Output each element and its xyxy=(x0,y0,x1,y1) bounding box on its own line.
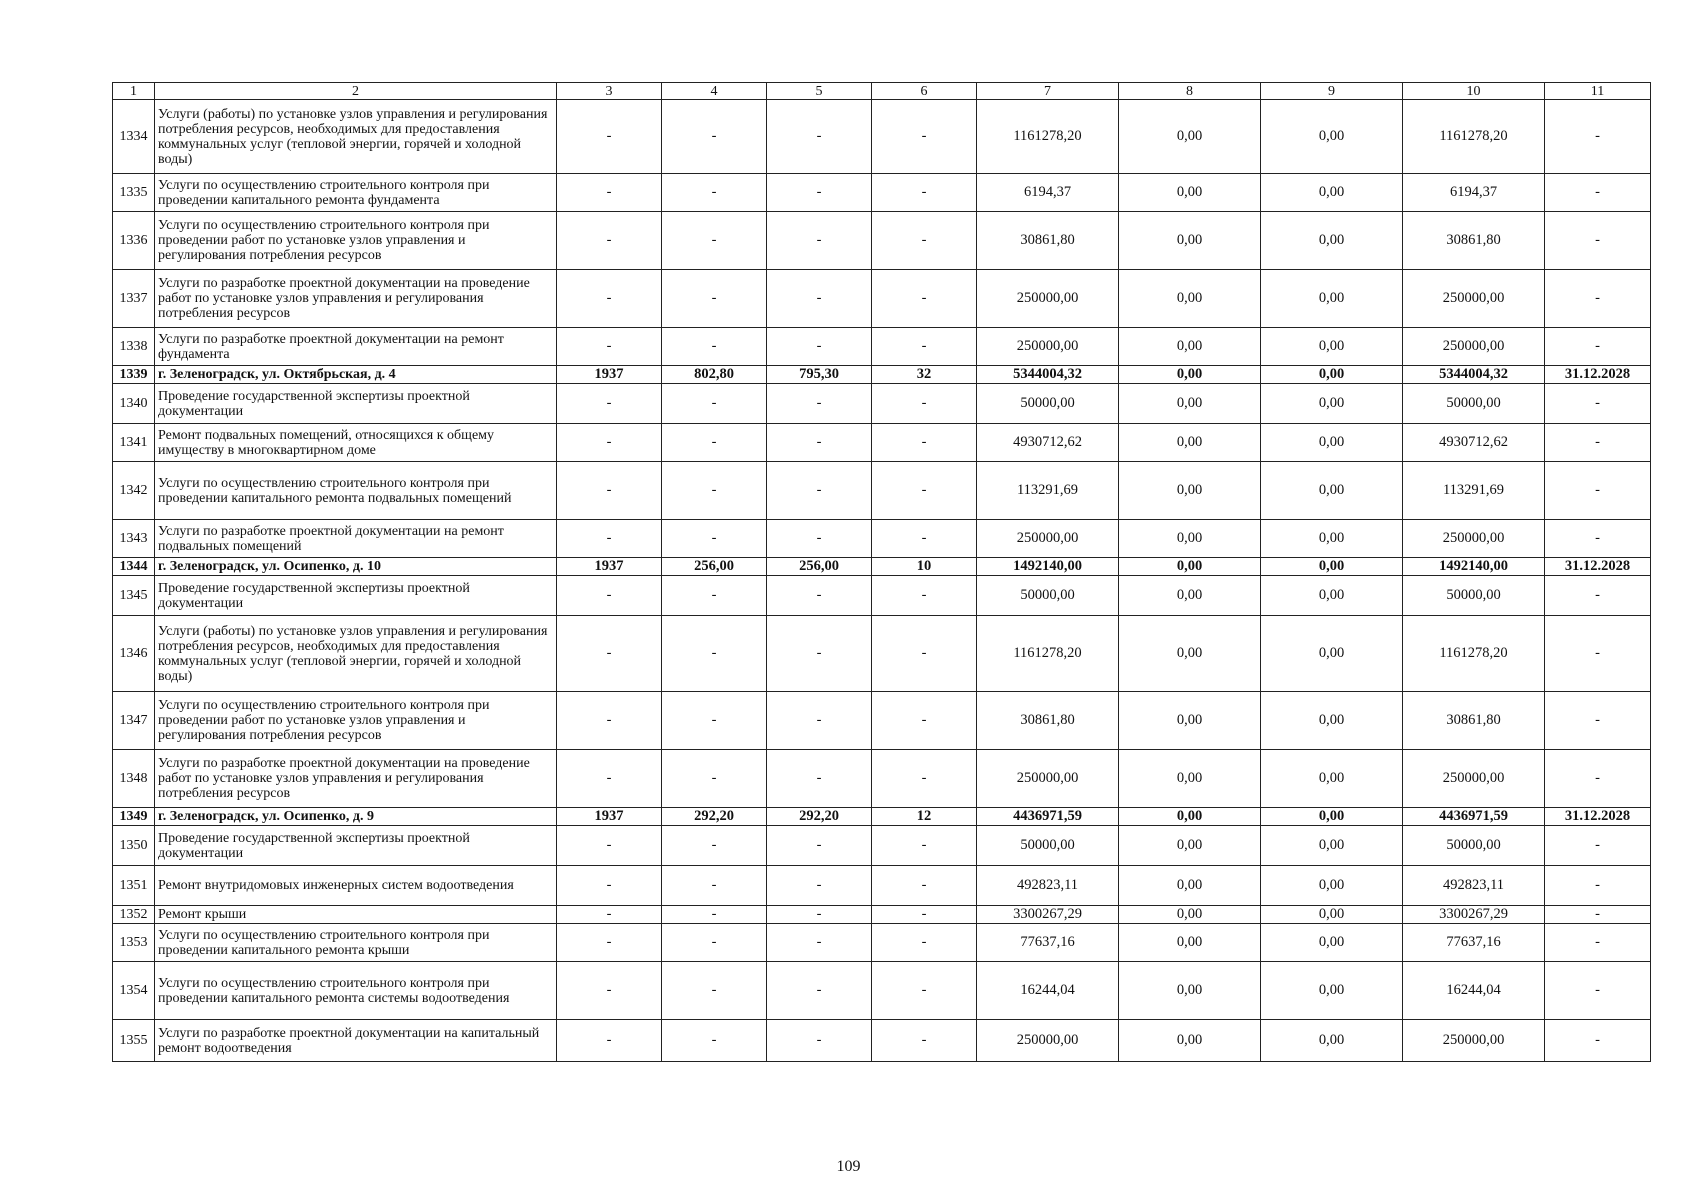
address-row xyxy=(113,808,1651,826)
col-3-value: - xyxy=(557,750,662,808)
col-8-value: 0,00 xyxy=(1119,962,1261,1020)
col-3-value: - xyxy=(557,906,662,924)
work-description: Проведение государственной экспертизы проектной документации xyxy=(155,576,557,616)
col-11-deadline: - xyxy=(1545,692,1651,750)
row-number: 1338 xyxy=(113,328,155,366)
column-header-6: 6 xyxy=(872,83,977,100)
col-10-total: 1492140,00 xyxy=(1403,558,1545,576)
col-6-value: - xyxy=(872,100,977,174)
col-5-value: - xyxy=(767,270,872,328)
col-6-value: - xyxy=(872,616,977,692)
col-6-value: 10 xyxy=(872,558,977,576)
col-4-value: - xyxy=(662,100,767,174)
col-9-value: 0,00 xyxy=(1261,366,1403,384)
col-10-total: 250000,00 xyxy=(1403,1020,1545,1062)
col-7-cost: 5344004,32 xyxy=(977,366,1119,384)
col-8-value: 0,00 xyxy=(1119,1020,1261,1062)
work-description: Услуги по осуществлению строительного контроля при проведении работ по установке узлов управления и регулирования потребления ресурсов xyxy=(155,692,557,750)
col-8-value: 0,00 xyxy=(1119,866,1261,906)
col-10-total: 50000,00 xyxy=(1403,384,1545,424)
col-5-value: - xyxy=(767,692,872,750)
col-7-cost: 30861,80 xyxy=(977,212,1119,270)
table-row xyxy=(113,906,1651,924)
work-description: Услуги по осуществлению строительного контроля при проведении работ по установке узлов управления и регулирования потребления ресурсов xyxy=(155,212,557,270)
col-11-deadline: - xyxy=(1545,174,1651,212)
col-11-deadline: 31.12.2028 xyxy=(1545,558,1651,576)
col-3-value: - xyxy=(557,424,662,462)
column-header-1: 1 xyxy=(113,83,155,100)
col-3-value: - xyxy=(557,328,662,366)
row-number: 1346 xyxy=(113,616,155,692)
row-number: 1335 xyxy=(113,174,155,212)
col-8-value: 0,00 xyxy=(1119,826,1261,866)
table-body xyxy=(113,83,1651,1062)
col-9-value: 0,00 xyxy=(1261,962,1403,1020)
col-3-value: - xyxy=(557,924,662,962)
col-7-cost: 50000,00 xyxy=(977,576,1119,616)
col-6-value: - xyxy=(872,1020,977,1062)
col-11-deadline: - xyxy=(1545,424,1651,462)
col-7-cost: 250000,00 xyxy=(977,750,1119,808)
col-9-value: 0,00 xyxy=(1261,424,1403,462)
col-8-value: 0,00 xyxy=(1119,366,1261,384)
col-11-deadline: - xyxy=(1545,520,1651,558)
col-9-value: 0,00 xyxy=(1261,328,1403,366)
col-4-value: - xyxy=(662,692,767,750)
row-number: 1334 xyxy=(113,100,155,174)
col-8-value: 0,00 xyxy=(1119,174,1261,212)
work-description: Услуги по осуществлению строительного контроля при проведении капитального ремонта крыши xyxy=(155,924,557,962)
table-row xyxy=(113,212,1651,270)
column-number-header-row xyxy=(113,83,1651,100)
col-5-value: - xyxy=(767,424,872,462)
col-7-cost: 77637,16 xyxy=(977,924,1119,962)
col-6-value: - xyxy=(872,212,977,270)
column-header-11: 11 xyxy=(1545,83,1651,100)
table-row xyxy=(113,328,1651,366)
col-9-value: 0,00 xyxy=(1261,692,1403,750)
col-10-total: 5344004,32 xyxy=(1403,366,1545,384)
table-row xyxy=(113,576,1651,616)
col-4-value: 802,80 xyxy=(662,366,767,384)
page-number: 109 xyxy=(836,1158,861,1175)
table-row xyxy=(113,462,1651,520)
col-3-value: - xyxy=(557,962,662,1020)
col-9-value: 0,00 xyxy=(1261,1020,1403,1062)
col-4-value: - xyxy=(662,576,767,616)
col-5-value: - xyxy=(767,576,872,616)
col-6-value: - xyxy=(872,692,977,750)
col-3-value: - xyxy=(557,576,662,616)
col-4-value: - xyxy=(662,906,767,924)
col-5-value: - xyxy=(767,1020,872,1062)
row-number: 1339 xyxy=(113,366,155,384)
col-6-value: - xyxy=(872,384,977,424)
data-table xyxy=(112,82,1651,1062)
col-11-deadline: - xyxy=(1545,1020,1651,1062)
col-6-value: 32 xyxy=(872,366,977,384)
col-5-value: 795,30 xyxy=(767,366,872,384)
col-7-cost: 16244,04 xyxy=(977,962,1119,1020)
col-6-value: - xyxy=(872,576,977,616)
col-4-value: - xyxy=(662,462,767,520)
col-5-value: - xyxy=(767,174,872,212)
column-header-9: 9 xyxy=(1261,83,1403,100)
col-11-deadline: - xyxy=(1545,616,1651,692)
col-6-value: - xyxy=(872,866,977,906)
col-11-deadline: - xyxy=(1545,866,1651,906)
table-row xyxy=(113,826,1651,866)
col-5-value: - xyxy=(767,924,872,962)
col-10-total: 4930712,62 xyxy=(1403,424,1545,462)
row-number: 1347 xyxy=(113,692,155,750)
col-4-value: - xyxy=(662,866,767,906)
col-9-value: 0,00 xyxy=(1261,558,1403,576)
table-row xyxy=(113,924,1651,962)
table-row xyxy=(113,750,1651,808)
col-5-value: - xyxy=(767,826,872,866)
col-4-value: - xyxy=(662,1020,767,1062)
row-number: 1340 xyxy=(113,384,155,424)
work-description: Услуги по разработке проектной документации на капитальный ремонт водоотведения xyxy=(155,1020,557,1062)
col-6-value: - xyxy=(872,520,977,558)
col-8-value: 0,00 xyxy=(1119,692,1261,750)
table-row xyxy=(113,100,1651,174)
col-3-value: - xyxy=(557,270,662,328)
table-row xyxy=(113,866,1651,906)
table-row xyxy=(113,174,1651,212)
col-5-value: - xyxy=(767,616,872,692)
col-3-value: - xyxy=(557,826,662,866)
col-7-cost: 1161278,20 xyxy=(977,100,1119,174)
row-number: 1353 xyxy=(113,924,155,962)
row-number: 1344 xyxy=(113,558,155,576)
col-11-deadline: 31.12.2028 xyxy=(1545,366,1651,384)
col-9-value: 0,00 xyxy=(1261,616,1403,692)
row-number: 1343 xyxy=(113,520,155,558)
col-8-value: 0,00 xyxy=(1119,906,1261,924)
work-description: Услуги по разработке проектной документации на ремонт подвальных помещений xyxy=(155,520,557,558)
col-8-value: 0,00 xyxy=(1119,520,1261,558)
col-4-value: - xyxy=(662,750,767,808)
col-8-value: 0,00 xyxy=(1119,270,1261,328)
col-10-total: 250000,00 xyxy=(1403,328,1545,366)
col-8-value: 0,00 xyxy=(1119,576,1261,616)
col-11-deadline: - xyxy=(1545,462,1651,520)
col-8-value: 0,00 xyxy=(1119,558,1261,576)
col-8-value: 0,00 xyxy=(1119,750,1261,808)
col-9-value: 0,00 xyxy=(1261,906,1403,924)
col-11-deadline: - xyxy=(1545,750,1651,808)
table-row xyxy=(113,424,1651,462)
col-6-value: - xyxy=(872,328,977,366)
work-description: Услуги по разработке проектной документации на ремонт фундамента xyxy=(155,328,557,366)
col-6-value: - xyxy=(872,270,977,328)
col-8-value: 0,00 xyxy=(1119,212,1261,270)
col-6-value: - xyxy=(872,924,977,962)
table-row xyxy=(113,384,1651,424)
col-3-value: - xyxy=(557,866,662,906)
col-11-deadline: - xyxy=(1545,384,1651,424)
table-row xyxy=(113,270,1651,328)
work-description: Услуги по осуществлению строительного контроля при проведении капитального ремонта подвальных помещений xyxy=(155,462,557,520)
col-11-deadline: - xyxy=(1545,270,1651,328)
col-10-total: 250000,00 xyxy=(1403,270,1545,328)
column-header-7: 7 xyxy=(977,83,1119,100)
col-5-value: - xyxy=(767,962,872,1020)
col-10-total: 492823,11 xyxy=(1403,866,1545,906)
col-10-total: 3300267,29 xyxy=(1403,906,1545,924)
row-number: 1345 xyxy=(113,576,155,616)
row-number: 1351 xyxy=(113,866,155,906)
col-10-total: 50000,00 xyxy=(1403,826,1545,866)
col-11-deadline: 31.12.2028 xyxy=(1545,808,1651,826)
col-3-value: 1937 xyxy=(557,558,662,576)
col-10-total: 50000,00 xyxy=(1403,576,1545,616)
col-5-value: - xyxy=(767,328,872,366)
col-11-deadline: - xyxy=(1545,826,1651,866)
col-9-value: 0,00 xyxy=(1261,808,1403,826)
table-row xyxy=(113,962,1651,1020)
col-7-cost: 4930712,62 xyxy=(977,424,1119,462)
col-4-value: - xyxy=(662,616,767,692)
col-3-value: - xyxy=(557,1020,662,1062)
col-4-value: - xyxy=(662,924,767,962)
column-header-4: 4 xyxy=(662,83,767,100)
work-description: Услуги по разработке проектной документации на проведение работ по установке узлов управления и регулирования потребления ресурсов xyxy=(155,750,557,808)
work-description: Ремонт внутридомовых инженерных систем водоотведения xyxy=(155,866,557,906)
col-5-value: 292,20 xyxy=(767,808,872,826)
col-8-value: 0,00 xyxy=(1119,424,1261,462)
col-5-value: - xyxy=(767,866,872,906)
col-7-cost: 30861,80 xyxy=(977,692,1119,750)
col-5-value: - xyxy=(767,212,872,270)
col-5-value: - xyxy=(767,384,872,424)
work-description: Услуги (работы) по установке узлов управления и регулирования потребления ресурсов, необходимых для предоставления коммунальных услуг (тепловой энергии, горячей и холодной воды) xyxy=(155,616,557,692)
col-6-value: - xyxy=(872,462,977,520)
col-3-value: - xyxy=(557,212,662,270)
col-6-value: - xyxy=(872,424,977,462)
col-7-cost: 50000,00 xyxy=(977,826,1119,866)
col-10-total: 1161278,20 xyxy=(1403,100,1545,174)
row-number: 1355 xyxy=(113,1020,155,1062)
col-4-value: - xyxy=(662,270,767,328)
col-10-total: 1161278,20 xyxy=(1403,616,1545,692)
col-9-value: 0,00 xyxy=(1261,866,1403,906)
col-11-deadline: - xyxy=(1545,100,1651,174)
col-6-value: - xyxy=(872,962,977,1020)
work-description: г. Зеленоградск, ул. Осипенко, д. 9 xyxy=(155,808,557,826)
col-5-value: - xyxy=(767,750,872,808)
work-description: Проведение государственной экспертизы проектной документации xyxy=(155,384,557,424)
address-row xyxy=(113,558,1651,576)
col-4-value: - xyxy=(662,962,767,1020)
col-11-deadline: - xyxy=(1545,328,1651,366)
work-description: Проведение государственной экспертизы проектной документации xyxy=(155,826,557,866)
row-number: 1352 xyxy=(113,906,155,924)
col-4-value: 256,00 xyxy=(662,558,767,576)
row-number: 1354 xyxy=(113,962,155,1020)
table-row xyxy=(113,616,1651,692)
row-number: 1342 xyxy=(113,462,155,520)
work-description: Ремонт крыши xyxy=(155,906,557,924)
col-9-value: 0,00 xyxy=(1261,384,1403,424)
col-7-cost: 1492140,00 xyxy=(977,558,1119,576)
col-6-value: - xyxy=(872,750,977,808)
col-9-value: 0,00 xyxy=(1261,750,1403,808)
col-11-deadline: - xyxy=(1545,962,1651,1020)
col-3-value: - xyxy=(557,616,662,692)
work-description: Услуги по осуществлению строительного контроля при проведении капитального ремонта фундамента xyxy=(155,174,557,212)
col-10-total: 113291,69 xyxy=(1403,462,1545,520)
col-9-value: 0,00 xyxy=(1261,212,1403,270)
col-7-cost: 250000,00 xyxy=(977,1020,1119,1062)
col-6-value: 12 xyxy=(872,808,977,826)
col-7-cost: 250000,00 xyxy=(977,270,1119,328)
column-header-10: 10 xyxy=(1403,83,1545,100)
col-3-value: 1937 xyxy=(557,366,662,384)
col-3-value: - xyxy=(557,462,662,520)
col-8-value: 0,00 xyxy=(1119,384,1261,424)
work-description: Ремонт подвальных помещений, относящихся к общему имуществу в многоквартирном доме xyxy=(155,424,557,462)
col-9-value: 0,00 xyxy=(1261,174,1403,212)
col-3-value: - xyxy=(557,174,662,212)
col-8-value: 0,00 xyxy=(1119,924,1261,962)
col-3-value: - xyxy=(557,520,662,558)
col-4-value: - xyxy=(662,328,767,366)
col-11-deadline: - xyxy=(1545,576,1651,616)
column-header-8: 8 xyxy=(1119,83,1261,100)
col-10-total: 4436971,59 xyxy=(1403,808,1545,826)
col-3-value: 1937 xyxy=(557,808,662,826)
col-5-value: - xyxy=(767,100,872,174)
col-9-value: 0,00 xyxy=(1261,100,1403,174)
col-11-deadline: - xyxy=(1545,924,1651,962)
work-description: Услуги (работы) по установке узлов управления и регулирования потребления ресурсов, необходимых для предоставления коммунальных услуг (тепловой энергии, горячей и холодной воды) xyxy=(155,100,557,174)
column-header-5: 5 xyxy=(767,83,872,100)
col-11-deadline: - xyxy=(1545,906,1651,924)
col-8-value: 0,00 xyxy=(1119,616,1261,692)
col-10-total: 6194,37 xyxy=(1403,174,1545,212)
work-description: г. Зеленоградск, ул. Осипенко, д. 10 xyxy=(155,558,557,576)
col-4-value: - xyxy=(662,424,767,462)
col-9-value: 0,00 xyxy=(1261,576,1403,616)
table-row xyxy=(113,1020,1651,1062)
col-10-total: 30861,80 xyxy=(1403,212,1545,270)
col-7-cost: 6194,37 xyxy=(977,174,1119,212)
col-7-cost: 250000,00 xyxy=(977,520,1119,558)
col-3-value: - xyxy=(557,692,662,750)
col-7-cost: 1161278,20 xyxy=(977,616,1119,692)
row-number: 1349 xyxy=(113,808,155,826)
col-9-value: 0,00 xyxy=(1261,270,1403,328)
col-9-value: 0,00 xyxy=(1261,826,1403,866)
col-10-total: 77637,16 xyxy=(1403,924,1545,962)
row-number: 1348 xyxy=(113,750,155,808)
col-9-value: 0,00 xyxy=(1261,520,1403,558)
col-8-value: 0,00 xyxy=(1119,462,1261,520)
col-8-value: 0,00 xyxy=(1119,808,1261,826)
table-row xyxy=(113,520,1651,558)
col-8-value: 0,00 xyxy=(1119,100,1261,174)
col-6-value: - xyxy=(872,906,977,924)
col-8-value: 0,00 xyxy=(1119,328,1261,366)
col-4-value: 292,20 xyxy=(662,808,767,826)
col-5-value: - xyxy=(767,520,872,558)
col-10-total: 250000,00 xyxy=(1403,520,1545,558)
column-header-3: 3 xyxy=(557,83,662,100)
work-description: Услуги по разработке проектной документации на проведение работ по установке узлов управления и регулирования потребления ресурсов xyxy=(155,270,557,328)
row-number: 1341 xyxy=(113,424,155,462)
table-row xyxy=(113,692,1651,750)
col-7-cost: 492823,11 xyxy=(977,866,1119,906)
col-9-value: 0,00 xyxy=(1261,924,1403,962)
col-4-value: - xyxy=(662,520,767,558)
col-3-value: - xyxy=(557,100,662,174)
col-9-value: 0,00 xyxy=(1261,462,1403,520)
col-6-value: - xyxy=(872,826,977,866)
col-10-total: 16244,04 xyxy=(1403,962,1545,1020)
col-6-value: - xyxy=(872,174,977,212)
row-number: 1350 xyxy=(113,826,155,866)
row-number: 1337 xyxy=(113,270,155,328)
col-10-total: 250000,00 xyxy=(1403,750,1545,808)
column-header-2: 2 xyxy=(155,83,557,100)
col-5-value: - xyxy=(767,462,872,520)
col-10-total: 30861,80 xyxy=(1403,692,1545,750)
col-4-value: - xyxy=(662,826,767,866)
col-4-value: - xyxy=(662,212,767,270)
row-number: 1336 xyxy=(113,212,155,270)
col-4-value: - xyxy=(662,384,767,424)
col-4-value: - xyxy=(662,174,767,212)
col-3-value: - xyxy=(557,384,662,424)
col-7-cost: 3300267,29 xyxy=(977,906,1119,924)
col-11-deadline: - xyxy=(1545,212,1651,270)
col-7-cost: 113291,69 xyxy=(977,462,1119,520)
col-7-cost: 250000,00 xyxy=(977,328,1119,366)
col-7-cost: 4436971,59 xyxy=(977,808,1119,826)
address-row xyxy=(113,366,1651,384)
col-7-cost: 50000,00 xyxy=(977,384,1119,424)
col-5-value: 256,00 xyxy=(767,558,872,576)
col-5-value: - xyxy=(767,906,872,924)
work-description: г. Зеленоградск, ул. Октябрьская, д. 4 xyxy=(155,366,557,384)
work-description: Услуги по осуществлению строительного контроля при проведении капитального ремонта системы водоотведения xyxy=(155,962,557,1020)
